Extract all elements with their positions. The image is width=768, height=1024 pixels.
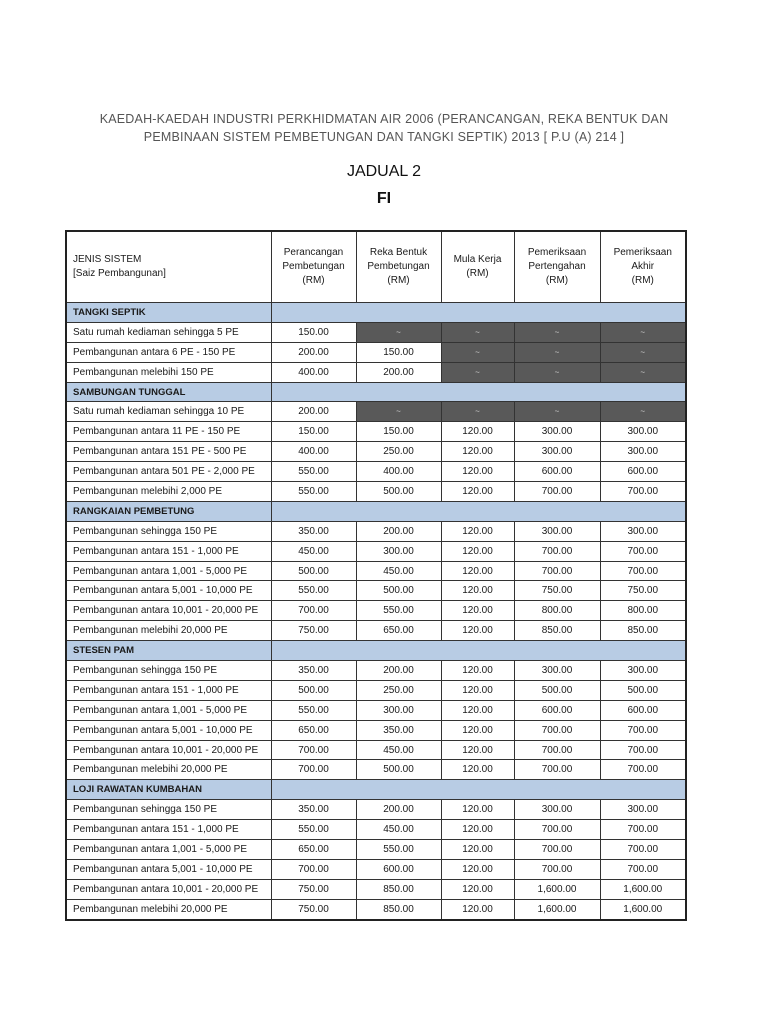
section-title: SAMBUNGAN TUNGGAL — [66, 382, 271, 402]
fee-cell: 550.00 — [356, 840, 441, 860]
fee-cell: 120.00 — [441, 879, 514, 899]
fee-cell: 120.00 — [441, 482, 514, 502]
table-row — [66, 442, 686, 462]
fee-cell: 650.00 — [271, 720, 356, 740]
fee-cell: 550.00 — [271, 581, 356, 601]
fee-cell: 350.00 — [271, 521, 356, 541]
fee-cell: 700.00 — [514, 482, 600, 502]
fee-cell: 120.00 — [441, 859, 514, 879]
not-applicable-cell: ~ — [441, 402, 514, 422]
fee-cell: 120.00 — [441, 422, 514, 442]
fee-cell: 500.00 — [271, 561, 356, 581]
table-row — [66, 621, 686, 641]
fee-cell: 500.00 — [271, 680, 356, 700]
table-row — [66, 482, 686, 502]
row-label: Pembangunan antara 501 PE - 2,000 PE — [66, 462, 271, 482]
fee-cell: 850.00 — [356, 879, 441, 899]
row-label: Pembangunan antara 10,001 - 20,000 PE — [66, 740, 271, 760]
fee-table — [65, 230, 687, 921]
fee-cell: 700.00 — [514, 720, 600, 740]
fee-cell: 700.00 — [600, 541, 686, 561]
fee-cell: 700.00 — [514, 840, 600, 860]
fee-cell: 450.00 — [271, 541, 356, 561]
fee-cell: 550.00 — [271, 482, 356, 502]
not-applicable-cell: ~ — [514, 342, 600, 362]
fee-cell: 120.00 — [441, 462, 514, 482]
row-label: Pembangunan antara 5,001 - 10,000 PE — [66, 859, 271, 879]
fee-cell: 600.00 — [514, 700, 600, 720]
fee-cell: 750.00 — [271, 879, 356, 899]
table-row — [66, 859, 686, 879]
row-label: Pembangunan antara 5,001 - 10,000 PE — [66, 720, 271, 740]
table-row — [66, 402, 686, 422]
fee-cell: 550.00 — [271, 700, 356, 720]
table-row — [66, 899, 686, 919]
fee-cell: 700.00 — [271, 760, 356, 780]
table-row — [66, 521, 686, 541]
fee-cell: 300.00 — [514, 521, 600, 541]
table-row — [66, 362, 686, 382]
fee-cell: 120.00 — [441, 800, 514, 820]
table-header-row — [66, 231, 686, 303]
table-body — [66, 303, 686, 920]
row-label: Pembangunan antara 151 - 1,000 PE — [66, 680, 271, 700]
table-row — [66, 820, 686, 840]
table-row — [66, 840, 686, 860]
fee-cell: 250.00 — [356, 680, 441, 700]
fee-cell: 300.00 — [600, 521, 686, 541]
row-label: Pembangunan antara 6 PE - 150 PE — [66, 342, 271, 362]
fee-cell: 300.00 — [356, 700, 441, 720]
fee-cell: 500.00 — [600, 680, 686, 700]
fee-cell: 600.00 — [356, 859, 441, 879]
fee-cell: 120.00 — [441, 760, 514, 780]
row-label: Pembangunan antara 5,001 - 10,000 PE — [66, 581, 271, 601]
row-label: Pembangunan sehingga 150 PE — [66, 661, 271, 681]
section-title: STESEN PAM — [66, 641, 271, 661]
row-label: Satu rumah kediaman sehingga 10 PE — [66, 402, 271, 422]
section-title: LOJI RAWATAN KUMBAHAN — [66, 780, 271, 800]
row-label: Pembangunan melebihi 2,000 PE — [66, 482, 271, 502]
fee-cell: 750.00 — [514, 581, 600, 601]
fee-cell: 500.00 — [514, 680, 600, 700]
fee-cell: 700.00 — [600, 859, 686, 879]
section-title: TANGKI SEPTIK — [66, 303, 271, 323]
fee-cell: 200.00 — [356, 800, 441, 820]
fee-cell: 700.00 — [600, 760, 686, 780]
fee-cell: 650.00 — [271, 840, 356, 860]
fee-cell: 700.00 — [514, 760, 600, 780]
table-row — [66, 561, 686, 581]
not-applicable-cell: ~ — [441, 362, 514, 382]
fee-cell: 1,600.00 — [514, 879, 600, 899]
header-perancangan — [271, 231, 356, 303]
fee-cell: 700.00 — [514, 541, 600, 561]
fee-cell: 200.00 — [356, 362, 441, 382]
row-label: Pembangunan antara 151 - 1,000 PE — [66, 820, 271, 840]
table-row — [66, 700, 686, 720]
fee-cell: 650.00 — [356, 621, 441, 641]
not-applicable-cell: ~ — [356, 322, 441, 342]
table-row — [66, 462, 686, 482]
fee-cell: 350.00 — [356, 720, 441, 740]
fee-cell: 700.00 — [271, 601, 356, 621]
fee-cell: 400.00 — [271, 362, 356, 382]
fee-cell: 750.00 — [271, 899, 356, 919]
row-label: Pembangunan antara 151 - 1,000 PE — [66, 541, 271, 561]
title-line-2: PEMBINAAN SISTEM PEMBETUNGAN DAN TANGKI SEPTIK) 2013 [ P.U (A) 214 ] — [143, 130, 625, 144]
fee-cell: 550.00 — [271, 820, 356, 840]
fee-cell: 250.00 — [356, 442, 441, 462]
fee-cell: 300.00 — [600, 661, 686, 681]
fee-cell: 400.00 — [271, 442, 356, 462]
not-applicable-cell: ~ — [514, 322, 600, 342]
fee-cell: 200.00 — [271, 342, 356, 362]
fee-cell: 450.00 — [356, 561, 441, 581]
table-row — [66, 680, 686, 700]
table-row — [66, 760, 686, 780]
fee-cell: 400.00 — [356, 462, 441, 482]
table-row — [66, 342, 686, 362]
not-applicable-cell: ~ — [514, 402, 600, 422]
header-line: (RM) — [466, 268, 489, 279]
row-label: Pembangunan antara 11 PE - 150 PE — [66, 422, 271, 442]
section-row — [66, 641, 686, 661]
fee-cell: 350.00 — [271, 661, 356, 681]
section-fill — [271, 780, 686, 800]
fee-cell: 500.00 — [356, 482, 441, 502]
table-row — [66, 601, 686, 621]
fee-cell: 850.00 — [600, 621, 686, 641]
table-row — [66, 800, 686, 820]
fee-cell: 350.00 — [271, 800, 356, 820]
row-label: Satu rumah kediaman sehingga 5 PE — [66, 322, 271, 342]
header-mula-kerja — [441, 231, 514, 303]
fee-cell: 750.00 — [600, 581, 686, 601]
fee-cell: 600.00 — [600, 462, 686, 482]
header-reka-bentuk — [356, 231, 441, 303]
fee-cell: 550.00 — [271, 462, 356, 482]
header-line: Akhir — [631, 261, 655, 272]
not-applicable-cell: ~ — [600, 402, 686, 422]
fee-cell: 120.00 — [441, 601, 514, 621]
fee-cell: 120.00 — [441, 621, 514, 641]
title-line-1: KAEDAH-KAEDAH INDUSTRI PERKHIDMATAN AIR 2006 (PERANCANGAN, REKA BENTUK DAN — [99, 112, 669, 126]
fee-cell: 600.00 — [600, 700, 686, 720]
fee-cell: 300.00 — [514, 422, 600, 442]
row-label: Pembangunan antara 1,001 - 5,000 PE — [66, 700, 271, 720]
fee-cell: 850.00 — [514, 621, 600, 641]
section-fill — [271, 303, 686, 323]
header-line: JENIS SISTEM — [73, 254, 142, 265]
fee-cell: 120.00 — [441, 661, 514, 681]
fee-cell: 700.00 — [514, 820, 600, 840]
header-line: [Saiz Pembangunan] — [73, 268, 166, 279]
not-applicable-cell: ~ — [600, 342, 686, 362]
fee-cell: 700.00 — [514, 561, 600, 581]
document-title — [60, 110, 708, 146]
fee-cell: 300.00 — [600, 800, 686, 820]
fee-cell: 150.00 — [271, 322, 356, 342]
header-jenis-sistem — [66, 231, 271, 303]
fee-cell: 300.00 — [600, 442, 686, 462]
header-pemeriksaan-pertengahan — [514, 231, 600, 303]
section-fill — [271, 501, 686, 521]
fee-cell: 700.00 — [271, 859, 356, 879]
header-line: Reka Bentuk — [369, 247, 428, 258]
fee-cell: 120.00 — [441, 899, 514, 919]
fee-cell: 1,600.00 — [514, 899, 600, 919]
header-line: Pembetungan — [282, 261, 345, 272]
fee-cell: 800.00 — [514, 601, 600, 621]
fee-cell: 700.00 — [600, 482, 686, 502]
fee-cell: 300.00 — [514, 442, 600, 462]
fee-cell: 700.00 — [514, 859, 600, 879]
table-row — [66, 879, 686, 899]
fee-cell: 200.00 — [356, 521, 441, 541]
section-title: RANGKAIAN PEMBETUNG — [66, 501, 271, 521]
header-line: (RM) — [631, 275, 654, 286]
table-row — [66, 541, 686, 561]
fee-cell: 500.00 — [356, 760, 441, 780]
fee-cell: 700.00 — [600, 720, 686, 740]
not-applicable-cell: ~ — [441, 322, 514, 342]
header-line: Pemeriksaan — [527, 247, 587, 258]
table-row — [66, 720, 686, 740]
row-label: Pembangunan melebihi 20,000 PE — [66, 760, 271, 780]
section-row — [66, 303, 686, 323]
table-row — [66, 422, 686, 442]
row-label: Pembangunan melebihi 20,000 PE — [66, 899, 271, 919]
not-applicable-cell: ~ — [356, 402, 441, 422]
row-label: Pembangunan antara 151 PE - 500 PE — [66, 442, 271, 462]
fee-cell: 850.00 — [356, 899, 441, 919]
header-line: (RM) — [302, 275, 325, 286]
fee-cell: 600.00 — [514, 462, 600, 482]
fee-cell: 1,600.00 — [600, 899, 686, 919]
fee-cell: 300.00 — [514, 661, 600, 681]
fee-cell: 700.00 — [600, 561, 686, 581]
row-label: Pembangunan antara 1,001 - 5,000 PE — [66, 840, 271, 860]
fee-cell: 1,600.00 — [600, 879, 686, 899]
fee-cell: 120.00 — [441, 680, 514, 700]
section-row — [66, 382, 686, 402]
header-line: Perancangan — [283, 247, 344, 258]
not-applicable-cell: ~ — [600, 362, 686, 382]
table-row — [66, 740, 686, 760]
row-label: Pembangunan melebihi 20,000 PE — [66, 621, 271, 641]
table-row — [66, 322, 686, 342]
fee-cell: 120.00 — [441, 840, 514, 860]
fee-cell: 120.00 — [441, 740, 514, 760]
section-row — [66, 780, 686, 800]
not-applicable-cell: ~ — [600, 322, 686, 342]
fee-heading: FI — [376, 190, 392, 207]
section-fill — [271, 382, 686, 402]
not-applicable-cell: ~ — [441, 342, 514, 362]
row-label: Pembangunan sehingga 150 PE — [66, 521, 271, 541]
fee-cell: 120.00 — [441, 700, 514, 720]
row-label: Pembangunan antara 10,001 - 20,000 PE — [66, 601, 271, 621]
fee-cell: 700.00 — [271, 740, 356, 760]
fee-cell: 450.00 — [356, 820, 441, 840]
fee-cell: 750.00 — [271, 621, 356, 641]
fee-cell: 120.00 — [441, 720, 514, 740]
fee-cell: 550.00 — [356, 601, 441, 621]
fee-cell: 800.00 — [600, 601, 686, 621]
fee-cell: 700.00 — [600, 740, 686, 760]
fee-cell: 700.00 — [600, 820, 686, 840]
fee-cell: 700.00 — [514, 740, 600, 760]
fee-cell: 700.00 — [600, 840, 686, 860]
fee-cell: 200.00 — [271, 402, 356, 422]
header-line: Mula Kerja — [453, 254, 502, 265]
fee-cell: 300.00 — [514, 800, 600, 820]
table-row — [66, 581, 686, 601]
header-line: Pertengahan — [528, 261, 586, 272]
header-line: (RM) — [387, 275, 410, 286]
fee-cell: 300.00 — [356, 541, 441, 561]
fee-cell: 300.00 — [600, 422, 686, 442]
row-label: Pembangunan sehingga 150 PE — [66, 800, 271, 820]
fee-cell: 200.00 — [356, 661, 441, 681]
header-pemeriksaan-akhir — [600, 231, 686, 303]
not-applicable-cell: ~ — [514, 362, 600, 382]
fee-cell: 120.00 — [441, 541, 514, 561]
fee-cell: 150.00 — [271, 422, 356, 442]
fee-cell: 500.00 — [356, 581, 441, 601]
header-line: Pemeriksaan — [613, 247, 672, 258]
fee-cell: 120.00 — [441, 442, 514, 462]
header-line: (RM) — [545, 275, 569, 286]
schedule-heading: JADUAL 2 — [346, 163, 422, 180]
fee-cell: 450.00 — [356, 740, 441, 760]
section-fill — [271, 641, 686, 661]
fee-cell: 120.00 — [441, 521, 514, 541]
section-row — [66, 501, 686, 521]
row-label: Pembangunan antara 1,001 - 5,000 PE — [66, 561, 271, 581]
table-row — [66, 661, 686, 681]
row-label: Pembangunan melebihi 150 PE — [66, 362, 271, 382]
fee-cell: 150.00 — [356, 422, 441, 442]
row-label: Pembangunan antara 10,001 - 20,000 PE — [66, 879, 271, 899]
fee-cell: 120.00 — [441, 561, 514, 581]
fee-cell: 120.00 — [441, 820, 514, 840]
fee-cell: 150.00 — [356, 342, 441, 362]
header-line: Pembetungan — [367, 261, 430, 272]
fee-cell: 120.00 — [441, 581, 514, 601]
